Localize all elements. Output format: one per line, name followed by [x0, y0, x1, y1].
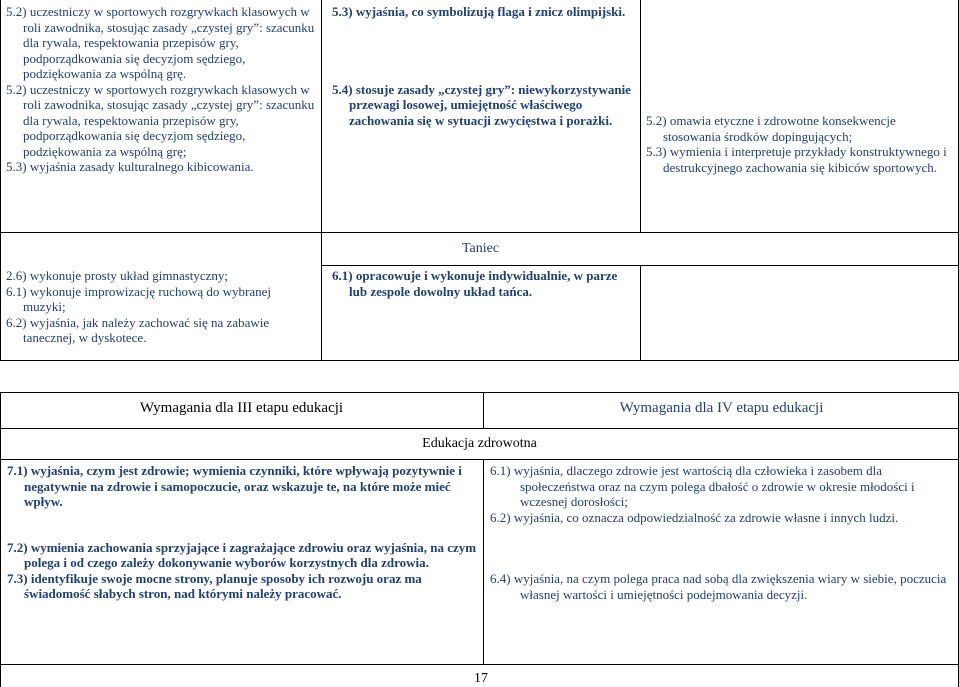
requirement-6-1-dance-routine: 6.1) opracowuje i wykonuje indywidualnie, w parze lub zespole dowolny układ tańca. — [332, 268, 618, 299]
header-stage-3: Wymagania dla III etapu edukacji — [139, 400, 344, 416]
top-row2-col1 — [6, 268, 316, 346]
bottom-body-bottom-line — [0, 664, 959, 665]
top-table-right-column-edge — [640, 265, 641, 361]
top-row1-col2 — [332, 4, 634, 128]
requirement-5-3-fans: 5.3) wymienia i interpretuje przykłady konstruktywnego i destrukcyjnego zachowania się kibiców sportowych. — [646, 144, 947, 175]
requirement-5-2-doping: 5.2) omawia etyczne i zdrowotne konsekwencje stosowania środków dopingujących; — [646, 113, 896, 144]
requirement-7-2: 7.2) wymienia zachowania sprzyjające i zagrażające zdrowiu oraz wyjaśnia, na czym polega i od czego zależy dokonywanie wyborów korzystnych dla zdrowia. — [7, 539, 477, 570]
requirement-6-4-self-work: 6.4) wyjaśnia, na czym polega praca nad sobą dla zwiększenia wiary w siebie, poczucia własnej wartości i umiejętności podejmowania decyzji. — [490, 571, 947, 602]
top-row2-col2 — [332, 268, 634, 299]
requirement-5-3: 5.3) wyjaśnia zasady kulturalnego kibicowania. — [6, 159, 254, 174]
section-title-health: Edukacja zdrowotna — [422, 436, 537, 451]
requirement-5-3-olympic: 5.3) wyjaśnia, co symbolizują flaga i znicz olimpijski. — [332, 4, 626, 19]
requirement-7-3: 7.3) identyfikuje swoje mocne strony, planuje sposoby ich rozwoju oraz ma świadomość słabych stron, nad którymi należy pracować. — [7, 570, 422, 601]
requirement-7-1: 7.1) wyjaśnia, czym jest zdrowie; wymienia czynniki, które wpływają pozytywnie i negatywnie na zdrowie i samopoczucie, oraz wskazuje te, na które może mieć wpływ. — [7, 463, 462, 509]
requirement-5-2-a: 5.2) uczestniczy w sportowych rozgrywkach klasowych w roli zawodnika, stosując zasady „czystej gry”: szacunku dla rywala, respektowania przepisów gry, podporządkowania się decyzjom sędziego, podziękowania za wspólną grę. — [6, 4, 315, 81]
top-row1-col3 — [646, 113, 952, 175]
requirement-6-2-responsibility: 6.2) wyjaśnia, co oznacza odpowiedzialność za zdrowie własne i innych ludzi. — [490, 509, 899, 525]
top-row1-col1 — [6, 4, 316, 175]
page-number: 17 — [474, 671, 488, 686]
top-table-divider-2 — [640, 0, 641, 232]
top-table-row-divider-1 — [0, 232, 959, 233]
top-table-divider-1 — [321, 0, 322, 361]
header-stage-4: Wymagania dla IV etapu edukacji — [619, 400, 824, 416]
bottom-right-column — [490, 463, 952, 602]
requirement-6-2-dance: 6.2) wyjaśnia, jak należy zachować się na zabawie tanecznej, w dyskotece. — [6, 314, 270, 345]
requirement-6-1-improv: 6.1) wykonuje improwizację ruchową do wybranej muzyki; — [6, 283, 271, 314]
bottom-left-column — [7, 463, 477, 602]
bottom-section-underline — [0, 459, 959, 460]
requirement-2-6: 2.6) wykonuje prosty układ gimnastyczny; — [6, 268, 229, 283]
requirement-6-1-health: 6.1) wyjaśnia, dlaczego zdrowie jest wartością dla człowieka i zasobem dla społeczeństwa oraz na czym polega dbałość o zdrowie w okresie młodości i wczesnej dorosłości; — [490, 463, 915, 509]
bottom-header-underline — [0, 428, 959, 429]
requirement-5-2-b: 5.2) uczestniczy w sportowych rozgrywkach klasowych w roli zawodnika, stosując zasady „czystej gry”: szacunku dla rywala, respektowania przepisów gry, podporządkowania się decyzjom sędziego, podziękowania za wspólną grę; — [6, 81, 315, 159]
requirement-5-4-fair-play: 5.4) stosuje zasady „czystej gry”: niewykorzystywanie przewagi losowej, umiejętność właściwego zachowania się w sytuacji zwycięstwa i porażki. — [332, 81, 631, 128]
bottom-body-divider — [483, 459, 484, 664]
section-title-taniec: Taniec — [461, 241, 500, 256]
